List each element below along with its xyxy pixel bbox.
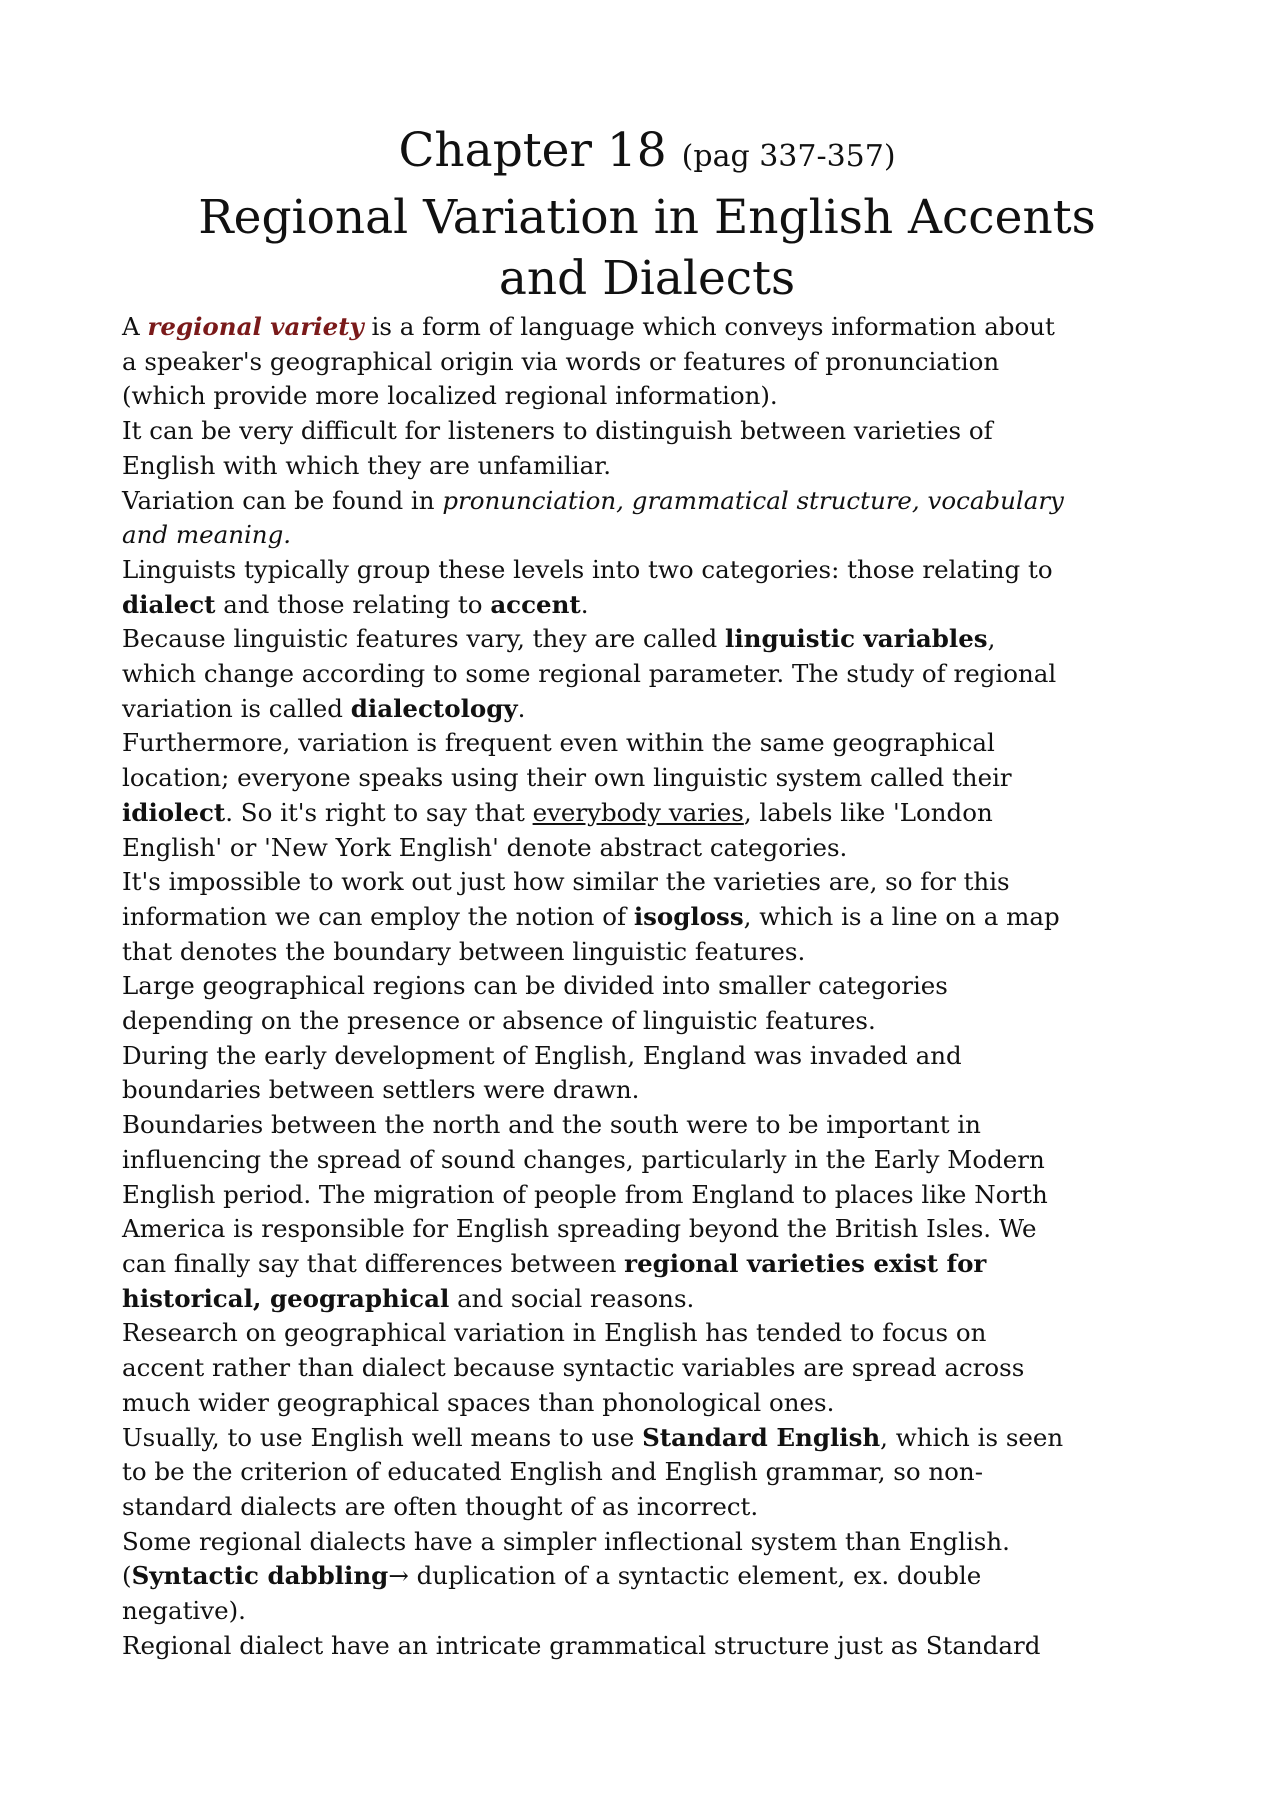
text-segment: America is responsible for English spreading beyond the British Isles. We [122,1214,1037,1244]
text-line [122,831,1182,866]
text-line [122,1525,1182,1560]
key-term: linguistic variables [725,624,988,654]
text-line [122,1421,1182,1456]
text-line [122,1629,1182,1664]
text-line [122,345,1182,380]
text-segment: (which provide more localized regional information). [122,381,778,411]
text-line [122,518,1182,553]
text-line [122,553,1182,588]
text-segment: Linguists typically group these levels into two categories: those relating to [122,554,1053,584]
text-line [122,1108,1182,1143]
underlined-text: everybody varies [532,797,744,827]
text-segment: much wider geographical spaces than phonological ones. [122,1387,835,1417]
text-line [122,900,1182,935]
chapter-title-line-3: and Dialects [498,251,796,306]
chapter-title-line-2: Regional Variation in English Accents [198,190,1096,245]
text-segment: It can be very difficult for listeners to distinguish between varieties of [122,416,993,446]
text-segment: Furthermore, variation is frequent even within the same geographical [122,728,995,758]
text-segment: boundaries between settlers were drawn. [122,1075,640,1105]
text-segment: Boundaries between the north and the south were to be important in [122,1110,981,1140]
key-term: historical, geographical [122,1283,450,1313]
text-line [122,692,1182,727]
text-segment: A [122,312,148,341]
text-segment: , [987,624,996,654]
text-segment: variation is called [122,693,351,723]
key-term: dialectology [350,693,518,723]
text-line [122,1559,1182,1594]
text-segment: During the early development of English, England was invaded and [122,1040,962,1070]
text-segment: English period. The migration of people from England to places like North [122,1179,1048,1209]
text-line [122,1490,1182,1525]
italic-text: pronunciation, grammatical structure, vocabulary [442,485,1064,515]
text-segment: Research on geographical variation in English has tended to focus on [122,1318,987,1348]
italic-text: and meaning. [122,520,292,550]
text-line [122,1455,1182,1490]
key-term: isogloss [633,901,744,931]
text-segment: English with which they are unfamiliar. [122,450,611,480]
text-line [122,449,1182,484]
text-segment: It's impossible to work out just how similar the varieties are, so for this [122,867,1010,897]
chapter-number: Chapter 18 [398,123,667,178]
text-line [122,588,1182,623]
text-line [122,1247,1182,1282]
text-line [122,1212,1182,1247]
text-line [122,761,1182,796]
text-segment: Variation can be found in [122,485,443,515]
text-line [122,1594,1182,1629]
page-range: (pag 337-357) [681,139,896,174]
text-line [122,379,1182,414]
text-segment: accent rather than dialect because syntactic variables are spread across [122,1353,1025,1383]
text-line [122,484,1182,519]
text-segment: Regional dialect have an intricate grammatical structure just as Standard [122,1630,1041,1660]
text-line [122,1004,1182,1039]
text-segment: is a form of language which conveys information about [363,312,1055,341]
key-term: accent [490,589,581,619]
text-segment: influencing the spread of sound changes, particularly in the Early Modern [122,1144,1045,1174]
text-segment: . So it's right to say that [225,797,533,827]
text-segment: and social reasons. [449,1283,695,1313]
key-term: Syntactic dabbling [131,1561,389,1591]
text-segment: location; everyone speaks using their own linguistic system called their [122,763,1012,793]
text-segment: and those relating to [215,589,491,619]
text-segment: negative). [122,1596,246,1626]
text-segment: ( [122,1561,132,1591]
text-line [122,726,1182,761]
text-segment: , labels like 'London [743,797,993,827]
text-segment: . [517,693,526,723]
text-line [122,1178,1182,1213]
text-line [122,865,1182,900]
text-segment: → duplication of a syntactic element, ex. double [388,1561,982,1591]
text-segment: English' or 'New York English' denote abstract categories. [122,832,848,862]
text-segment: can finally say that differences between [122,1248,625,1278]
key-term: regional variety [147,312,364,341]
text-line [122,414,1182,449]
text-segment: to be the criterion of educated English and English grammar, so non- [122,1457,983,1487]
key-term: dialect [122,589,216,619]
key-term: Standard English [642,1422,881,1452]
text-segment: , which is a line on a map [743,901,1060,931]
text-segment: Some regional dialects have a simpler inflectional system than English. [122,1526,1010,1556]
text-line [122,1351,1182,1386]
text-line [122,657,1182,692]
key-term: idiolect [122,797,226,827]
text-line [122,1316,1182,1351]
text-segment: depending on the presence or absence of linguistic features. [122,1006,876,1036]
text-segment: a speaker's geographical origin via words or features of pronunciation [122,346,1000,376]
chapter-heading-line [122,120,1172,187]
text-line [122,935,1182,970]
text-line [122,310,1182,345]
text-line [122,969,1182,1004]
text-segment: Because linguistic features vary, they are called [122,624,726,654]
text-segment: , which is seen [880,1422,1064,1452]
text-line [122,1386,1182,1421]
text-line [122,1143,1182,1178]
text-line [122,796,1182,831]
text-line [122,1039,1182,1074]
chapter-title [122,120,1172,309]
text-segment: standard dialects are often thought of as incorrect. [122,1491,759,1521]
text-segment: which change according to some regional parameter. The study of regional [122,659,1057,689]
text-segment: . [580,589,589,619]
text-line [122,1282,1182,1317]
text-line [122,1073,1182,1108]
text-segment: that denotes the boundary between linguistic features. [122,936,806,966]
text-segment: information we can employ the notion of [122,901,634,931]
text-segment: Usually, to use English well means to use [122,1422,643,1452]
key-term: regional varieties exist for [624,1248,987,1278]
text-segment: Large geographical regions can be divided into smaller categories [122,971,948,1001]
body-text [122,310,1182,1663]
text-line [122,622,1182,657]
